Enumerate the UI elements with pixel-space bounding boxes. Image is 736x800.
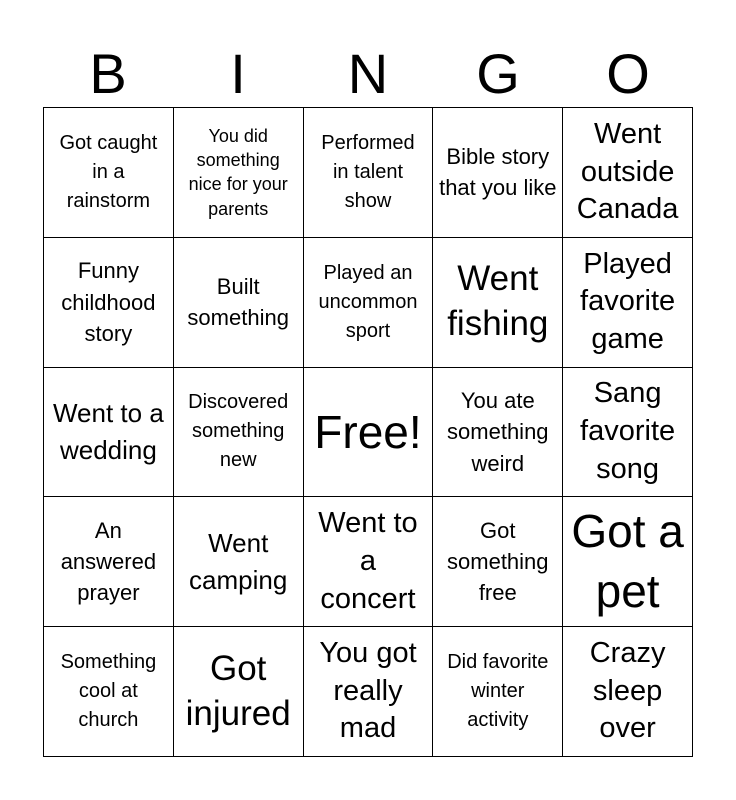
bingo-cell[interactable] — [304, 627, 434, 757]
bingo-cell[interactable] — [44, 238, 174, 368]
bingo-cell[interactable] — [174, 627, 304, 757]
free-space-text: Free! — [314, 405, 422, 458]
bingo-board — [43, 107, 693, 757]
cell-text: Went fishing — [447, 259, 549, 344]
header-letter-n: N — [347, 42, 389, 105]
bingo-cell[interactable] — [563, 368, 693, 498]
cell-text: Played an uncommon sport — [318, 261, 418, 342]
header-letter-g: G — [476, 42, 520, 105]
cell-text: Discovered something new — [188, 391, 289, 472]
header-letter-b: B — [89, 42, 127, 105]
cell-text: Played favorite game — [580, 247, 676, 356]
cell-text: You ate something weird — [447, 388, 549, 476]
bingo-cell[interactable] — [174, 238, 304, 368]
cell-text: Went to a wedding — [52, 398, 164, 465]
bingo-cell[interactable] — [433, 497, 563, 627]
bingo-cell[interactable] — [44, 627, 174, 757]
bingo-cell[interactable] — [304, 238, 434, 368]
bingo-cell[interactable] — [433, 238, 563, 368]
cell-text: Funny childhood story — [61, 258, 156, 346]
bingo-cell[interactable] — [433, 627, 563, 757]
cell-text: Did favorite winter activity — [447, 651, 549, 732]
bingo-cell[interactable] — [563, 108, 693, 238]
cell-text: Went outside Canada — [576, 117, 679, 226]
cell-text: Got caught in a rainstorm — [59, 131, 158, 212]
bingo-header — [43, 40, 693, 108]
bingo-cell[interactable] — [44, 497, 174, 627]
cell-text: Got injured — [185, 648, 291, 733]
bingo-cell[interactable] — [174, 108, 304, 238]
cell-text: Performed in talent show — [321, 131, 415, 212]
cell-text: Went camping — [189, 527, 288, 595]
cell-text: Something cool at church — [60, 651, 157, 732]
cell-text: Went to a concert — [318, 507, 418, 615]
cell-text: An answered prayer — [60, 517, 157, 606]
cell-text: Got something free — [447, 517, 549, 606]
header-letter-i: I — [230, 42, 246, 105]
bingo-cell[interactable] — [563, 497, 693, 627]
bingo-cell[interactable] — [304, 108, 434, 238]
bingo-cell[interactable] — [563, 627, 693, 757]
bingo-cell[interactable] — [174, 368, 304, 498]
bingo-cell[interactable] — [304, 497, 434, 627]
cell-text: Sang favorite song — [580, 377, 676, 485]
free-space-cell[interactable] — [304, 368, 434, 498]
bingo-cell[interactable] — [563, 238, 693, 368]
header-letter-o: O — [606, 42, 650, 105]
bingo-cell[interactable] — [44, 368, 174, 498]
bingo-cell[interactable] — [44, 108, 174, 238]
bingo-cell[interactable] — [174, 497, 304, 627]
cell-text: Built something — [187, 273, 289, 331]
bingo-cell[interactable] — [433, 368, 563, 498]
cell-text: Bible story that you like — [439, 144, 557, 201]
cell-text: Got a pet — [571, 504, 684, 617]
bingo-cell[interactable] — [433, 108, 563, 238]
cell-text: Crazy sleep over — [589, 637, 666, 745]
cell-text: You did something nice for your parents — [188, 125, 288, 219]
cell-text: You got really mad — [319, 637, 417, 745]
